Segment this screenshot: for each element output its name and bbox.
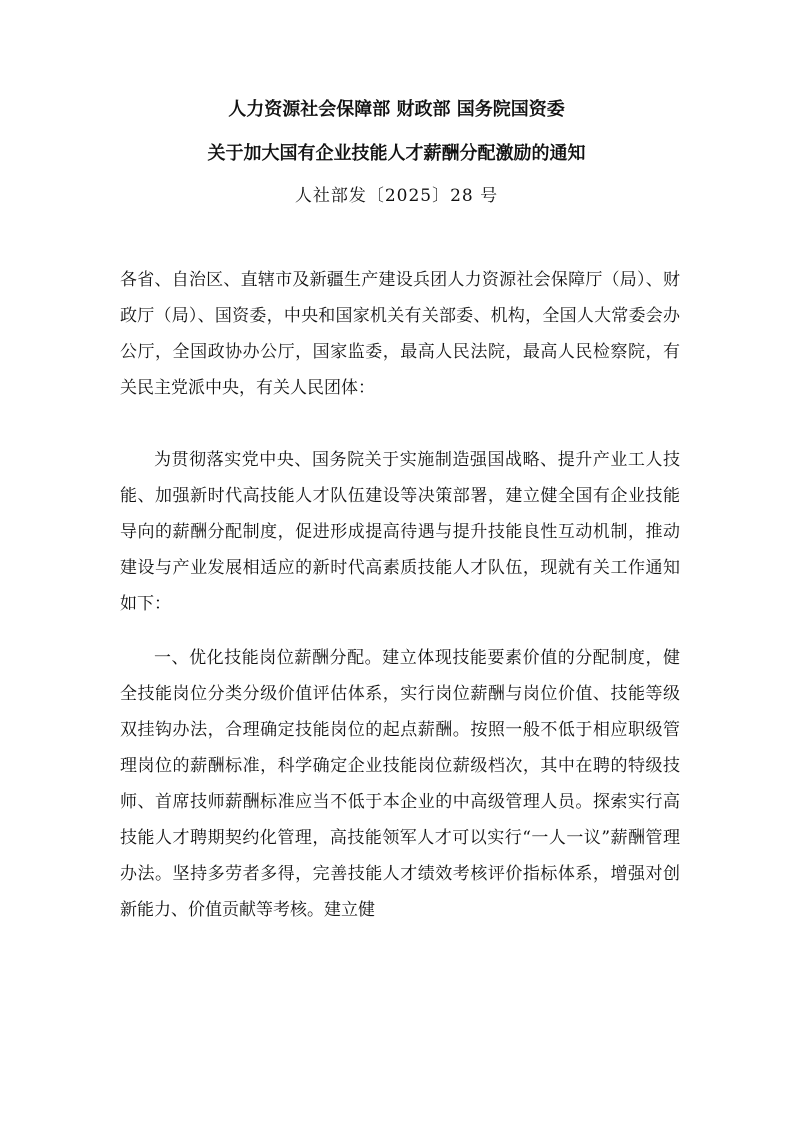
document-title-subject: 关于加大国有企业技能人才薪酬分配激励的通知: [207, 143, 586, 164]
body-paragraph-intro: 为贯彻落实党中央、国务院关于实施制造强国战略、提升产业工人技能、加强新时代高技能人才队伍建设等决策部署，建立健全国有企业技能导向的薪酬分配制度，促进形成提高待遇与提升技能良性互动机制，推动建设与产业发展相适应的新时代高素质技能人才队伍，现就有关工作通知如下：: [120, 450, 680, 614]
document-number: 人社部发〔2025〕28 号: [294, 186, 499, 206]
salutation-paragraph: 各省、自治区、直辖市及新疆生产建设兵团人力资源社会保障厅（局）、财政厅（局）、国资委，中央和国家机关有关部委、机构，全国人大常委会办公厅，全国政协办公厅，国家监委，最高人民法院，最高人民检察院，有关民主党派中央，有关人民团体：: [120, 270, 680, 398]
document-title-issuers: 人力资源社会保障部 财政部 国务院国资委: [228, 99, 565, 120]
body-paragraph-section-one: 一、优化技能岗位薪酬分配。建立体现技能要素价值的分配制度，健全技能岗位分类分级价值评估体系，实行岗位薪酬与岗位价值、技能等级双挂钩办法，合理确定技能岗位的起点薪酬。按照一般不低于相应职级管理岗位的薪酬标准，科学确定企业技能岗位薪级档次，其中在聘的特级技师、首席技师薪酬标准应当不低于本企业的中高级管理人员。探索实行高技能人才聘期契约化管理，高技能领军人才可以实行“一人一议”薪酬管理办法。坚持多劳者多得，完善技能人才绩效考核评价指标体系，增强对创新能力、价值贡献等考核。建立健: [120, 648, 680, 920]
